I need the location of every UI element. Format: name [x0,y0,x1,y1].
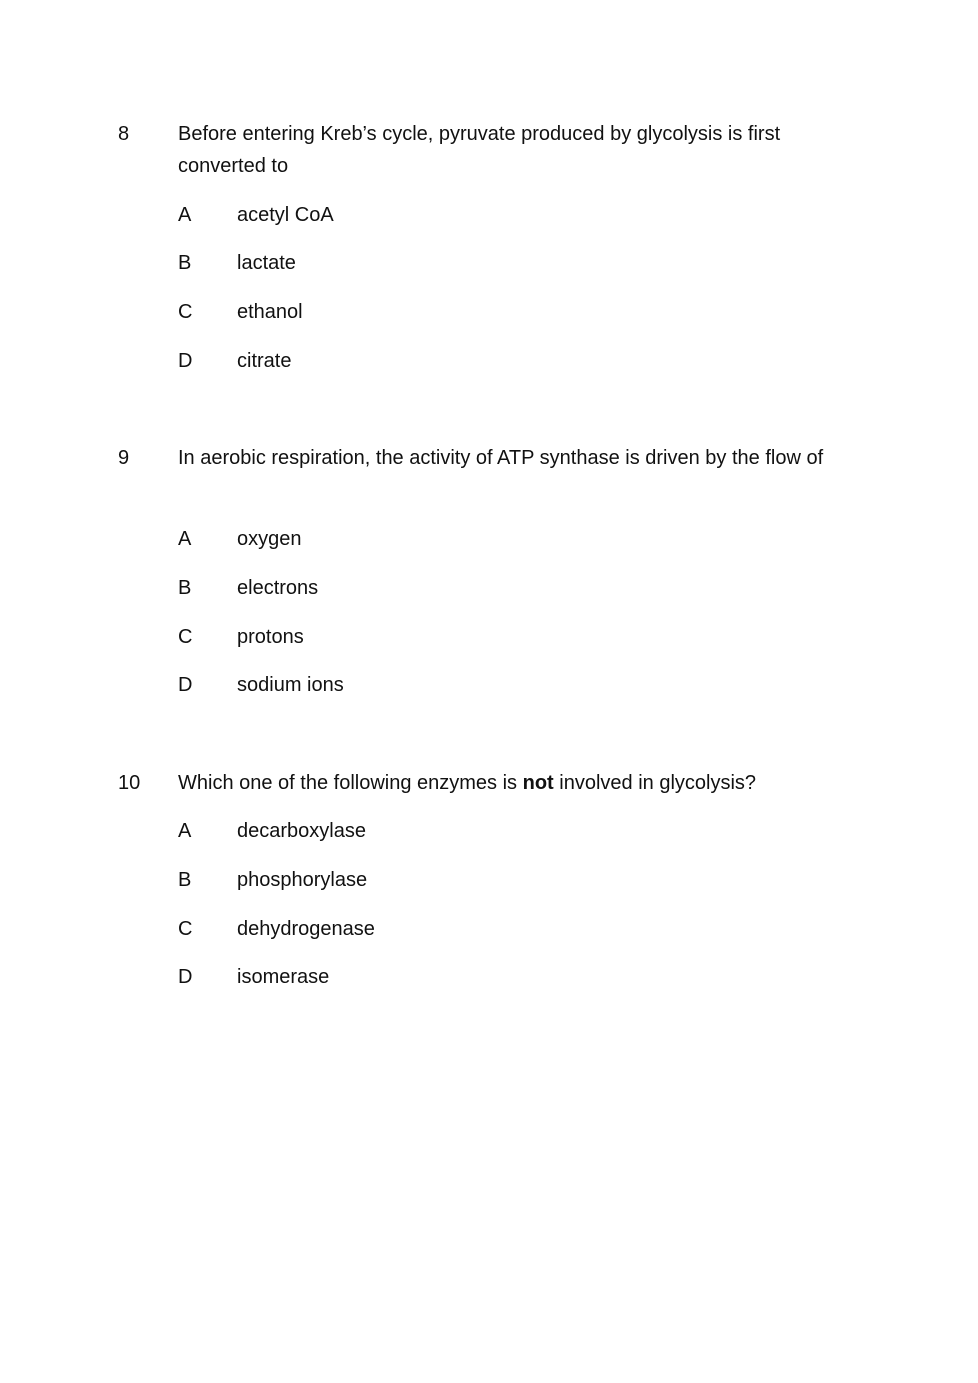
question-8-option-a[interactable] [0,199,978,231]
stem-emphasis: not [522,772,554,794]
option-letter: A [178,204,192,226]
question-stem: In aerobic respiration, the activity of ATP synthase is driven by the flow of [178,447,824,469]
option-text: dehydrogenase [237,918,375,940]
question-number: 9 [118,447,130,469]
question-8-option-d[interactable] [0,345,978,377]
question-stem [178,767,858,799]
option-text: decarboxylase [237,820,366,842]
option-text: ethanol [237,301,303,323]
question-9-option-a[interactable] [0,523,978,555]
option-letter: C [178,301,193,323]
question-10-option-b[interactable] [0,864,978,896]
option-text: oxygen [237,528,302,550]
question-10-option-c[interactable] [0,913,978,945]
question-10-option-d[interactable] [0,961,978,993]
option-letter: D [178,350,193,372]
question-8-option-c[interactable] [0,296,978,328]
option-letter: B [178,577,192,599]
option-letter: C [178,626,193,648]
option-text: protons [237,626,304,648]
option-letter: D [178,966,193,988]
option-letter: D [178,674,193,696]
question-9-option-c[interactable] [0,621,978,653]
option-text: acetyl CoA [237,204,334,226]
option-letter: A [178,820,192,842]
option-text: electrons [237,577,319,599]
question-10-option-a[interactable] [0,815,978,847]
option-text: lactate [237,252,296,274]
question-9-option-b[interactable] [0,572,978,604]
question-8-option-b[interactable] [0,247,978,279]
option-letter: C [178,918,193,940]
option-letter: B [178,252,192,274]
option-text: phosphorylase [237,869,368,891]
question-number: 10 [118,772,141,794]
option-letter: A [178,528,192,550]
question-9-option-d[interactable] [0,669,978,701]
option-letter: B [178,869,192,891]
option-text: isomerase [237,966,330,988]
option-text: sodium ions [237,674,344,696]
question-stem: Before entering Kreb’s cycle, pyruvate produced by glycolysis is first converted to [178,123,781,177]
stem-text-before: Which one of the following enzymes is [178,772,523,794]
option-text: citrate [237,350,292,372]
question-number: 8 [118,123,130,145]
stem-text-after: involved in glycolysis? [553,772,757,794]
